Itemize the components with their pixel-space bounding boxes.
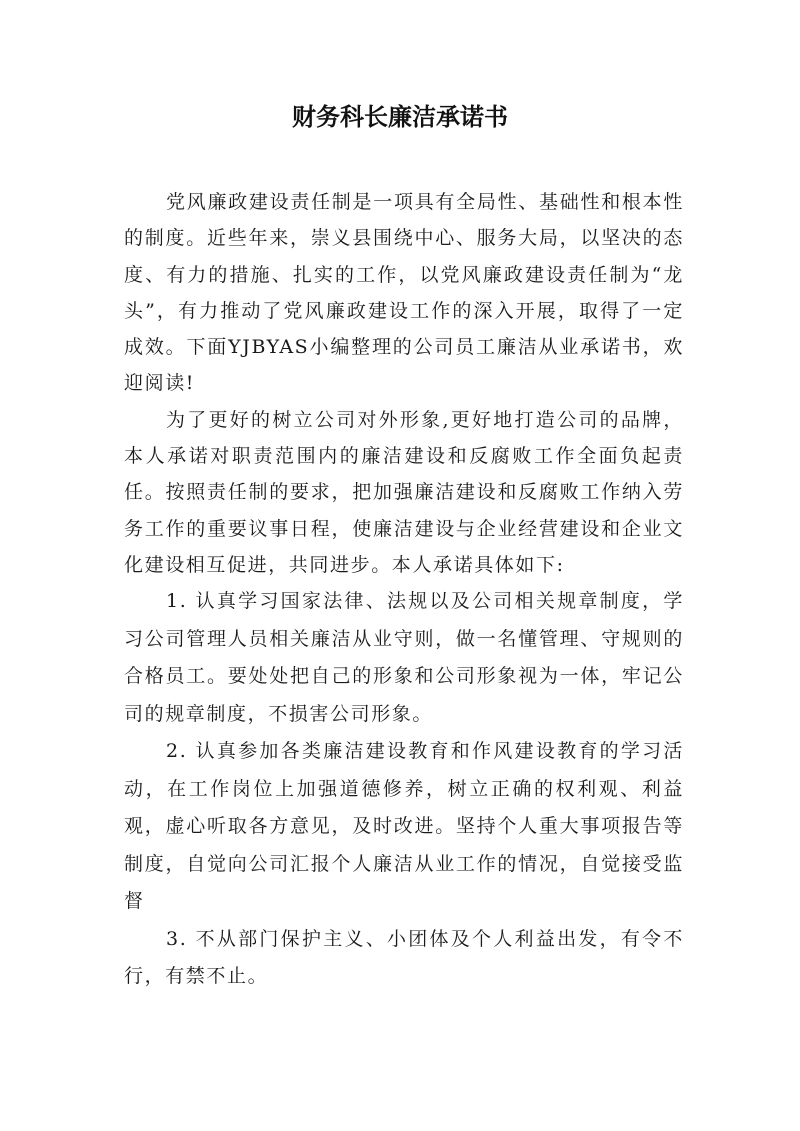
paragraph-item-2: 2. 认真参加各类廉洁建设教育和作风建设教育的学习活动，在工作岗位上加强道德修养，树立正确的权利观、利益观，虚心听取各方意见，及时改进。坚持个人重大事项报告等制度，自觉向公司汇报个人廉洁从业工作的情况，自觉接受监督 xyxy=(124,740,684,913)
document-title: 财务科长廉洁承诺书 xyxy=(292,103,508,131)
paragraph-commitment: 为了更好的树立公司对外形象,更好地打造公司的品牌，本人承诺对职责范围内的廉洁建设和反腐败工作全面负起责任。按照责任制的要求，把加强廉洁建设和反腐败工作纳入劳务工作的重要议事日程，使廉洁建设与企业经营建设和企业文化建设相互促进，共同进步。本人承诺具体如下: xyxy=(124,408,684,576)
paragraph-intro: 党风廉政建设责任制是一项具有全局性、基础性和根本性的制度。近些年来，崇义县围绕中心、服务大局，以坚决的态度、有力的措施、扎实的工作，以党风廉政建设责任制为“龙头”，有力推动了党风廉政建设工作的深入开展，取得了一定成效。下面YJBYAS小编整理的公司员工廉洁从业承诺书，欢迎阅读! xyxy=(124,191,684,395)
paragraph-item-1: 1. 认真学习国家法律、法规以及公司相关规章制度，学习公司管理人员相关廉洁从业守则，做一名懂管理、守规则的合格员工。要处处把自己的形象和公司形象视为一体，牢记公司的规章制度，不损害公司形象。 xyxy=(124,590,684,725)
paragraph-item-3: 3. 不从部门保护主义、小团体及个人利益出发，有令不行，有禁不止。 xyxy=(124,927,684,988)
document-body xyxy=(124,184,684,996)
